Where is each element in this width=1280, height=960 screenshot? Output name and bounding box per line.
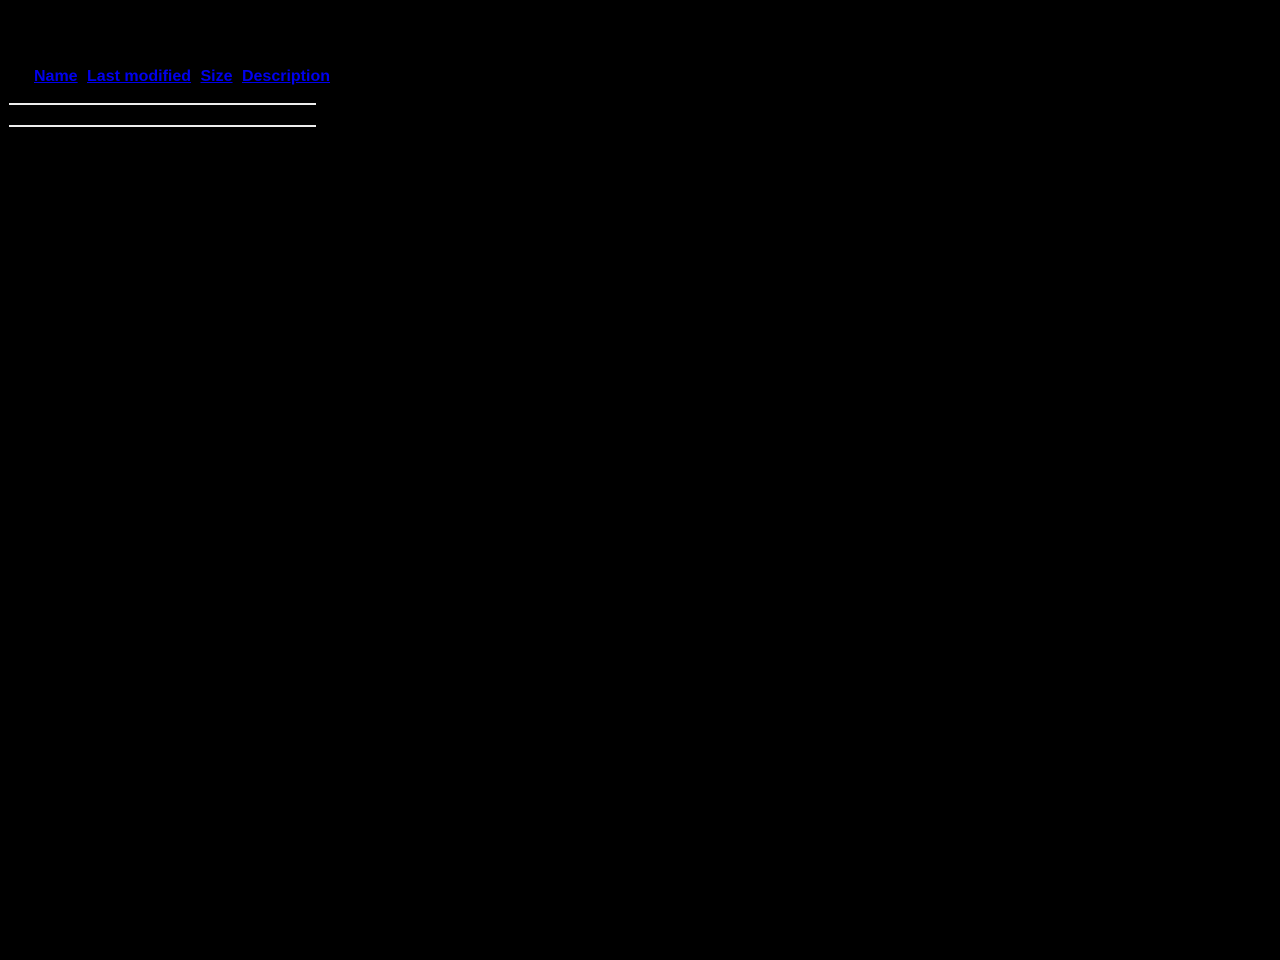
directory-index-listing — [9, 68, 330, 127]
sort-link-description[interactable]: Description — [241, 68, 330, 85]
sort-link-name[interactable]: Name — [34, 68, 78, 85]
top-horizontal-rule — [9, 103, 316, 105]
column-header-row — [9, 68, 330, 86]
sort-link-last-modified[interactable]: Last modified — [87, 68, 192, 85]
bottom-horizontal-rule — [9, 125, 316, 127]
sort-link-size[interactable]: Size — [200, 68, 233, 85]
